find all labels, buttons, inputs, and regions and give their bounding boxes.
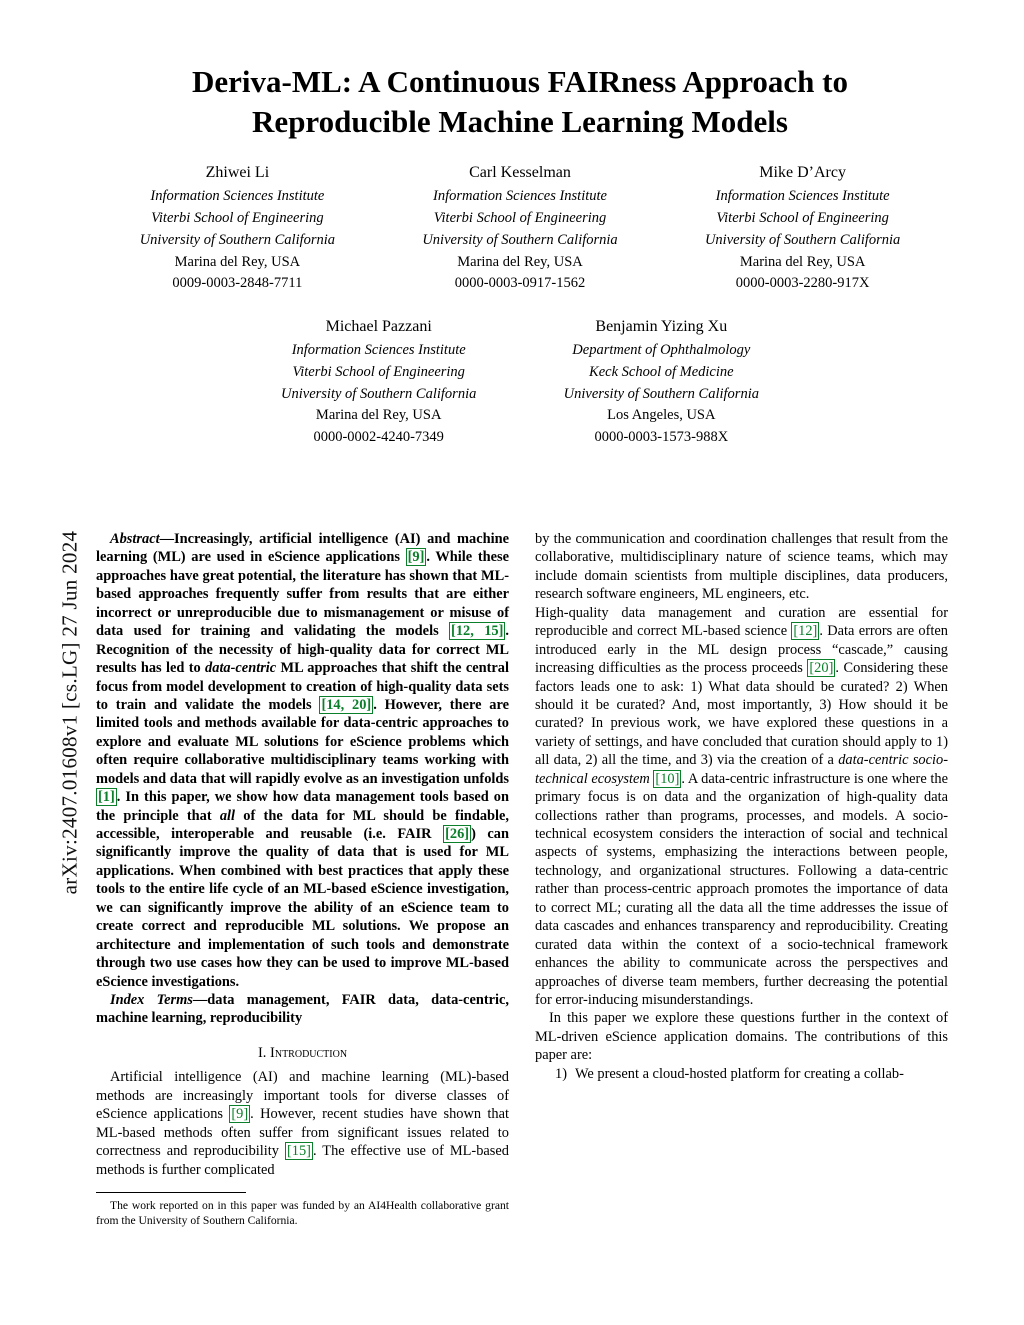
citation-ref[interactable]: [9] bbox=[407, 549, 425, 566]
author-affiliation: Keck School of Medicine bbox=[589, 363, 734, 380]
paper-header bbox=[96, 62, 944, 455]
abstract-text-4: ML approaches that shift the central focus from model development to creation of high-quality data sets to train and validate the models bbox=[96, 660, 510, 713]
author-affiliation: University of Southern California bbox=[563, 385, 759, 402]
author-affiliation: University of Southern California bbox=[281, 385, 477, 402]
citation-ref[interactable]: [15] bbox=[286, 1143, 311, 1160]
citation-ref[interactable]: [26] bbox=[445, 826, 470, 842]
author-name: Carl Kesselman bbox=[469, 164, 571, 182]
author-location: Marina del Rey, USA bbox=[457, 253, 583, 270]
citation-ref[interactable]: [20] bbox=[809, 660, 834, 677]
author-location: Marina del Rey, USA bbox=[739, 253, 866, 270]
intro-paragraph-1 bbox=[96, 1068, 509, 1179]
author-affiliation: University of Southern California bbox=[704, 231, 901, 248]
author-name: Benjamin Yizing Xu bbox=[595, 318, 728, 336]
left-column bbox=[96, 530, 509, 1179]
abstract-text-6: . In this paper, we show how data management tools based on the principle that bbox=[96, 789, 509, 824]
intro2-text-d: . A data-centric infrastructure is one where the primary focus is on data and the organization of high-quality data collections rather than programs, processes, and models. A socio-technical ecosystem considers the interaction of social and technical aspects of systems, emphasizing the interactions between people, technology, and organizational structures. Following a data-centric rather than process-centric approach promotes the importance of data to correct ML; curating all the data all the time addresses the issue of data cascades and enhances transparency and reproducibility. Creating curated data within the context of a socio-technical framework enhances the ability to communicate across the perspectives and approaches of diverse team members, further decreasing the potential for error-inducing misunderstandings. bbox=[535, 770, 948, 1008]
author-affiliation: Department of Ophthalmology bbox=[572, 342, 751, 359]
author-affiliation: University of Southern California bbox=[139, 231, 336, 248]
author-location: Marina del Rey, USA bbox=[174, 253, 301, 270]
abstract-text-3: . Recognition of the necessity of high-quality data for correct ML results has led to bbox=[96, 623, 510, 677]
intro-paragraph-3: In this paper we explore these questions further in the context of ML-driven eScience application domains. The contributions of this paper are: bbox=[535, 1010, 948, 1064]
author-block bbox=[237, 315, 520, 449]
author-block bbox=[661, 161, 944, 295]
intro2-text-a: High-quality data management and curation are essential for reproducible and correct ML-based science bbox=[535, 604, 948, 640]
abstract-text-7: of the data for ML should be findable, accessible, interoperable and reusable (i.e. FAIR bbox=[96, 807, 509, 842]
author-affiliation: Information Sciences Institute bbox=[433, 188, 607, 205]
author-block bbox=[520, 315, 803, 449]
citation-ref[interactable]: [12, 15] bbox=[451, 623, 504, 640]
authors-row-2 bbox=[96, 315, 944, 449]
author-affiliation: Viterbi School of Engineering bbox=[716, 210, 889, 227]
abstract-emphasis: all bbox=[219, 807, 236, 824]
authors-row-1 bbox=[96, 161, 944, 295]
author-block bbox=[96, 161, 379, 295]
intro2-text-b: . Data errors are often introduced early in the ML design process “cascade,” causing increasing difficulties as the process proceeds bbox=[535, 623, 948, 677]
intro-text-c: . The effective use of ML-based methods is further complicated bbox=[96, 1143, 509, 1178]
author-location: Los Angeles, USA bbox=[607, 407, 716, 424]
footnote bbox=[96, 1192, 509, 1228]
right-column bbox=[535, 530, 948, 1179]
citation-ref[interactable]: [14, 20] bbox=[321, 696, 372, 713]
intro-paragraph-1-continued: by the communication and coordination challenges that result from the collaborative, multidisciplinary nature of science teams, which may include domain scientists from multiple disciplines, data producers, research software engineers, ML engineers, etc. bbox=[535, 531, 948, 603]
author-name: Mike D’Arcy bbox=[759, 164, 846, 182]
abstract-emphasis: data-centric bbox=[205, 660, 277, 677]
citation-ref[interactable]: [9] bbox=[231, 1106, 249, 1123]
author-name: Michael Pazzani bbox=[325, 318, 432, 336]
author-affiliation: Information Sciences Institute bbox=[150, 188, 325, 205]
intro-paragraph-2 bbox=[535, 604, 948, 1010]
author-location: Marina del Rey, USA bbox=[315, 407, 442, 424]
index-terms bbox=[96, 991, 509, 1028]
author-name: Zhiwei Li bbox=[205, 164, 270, 182]
intro2-text-c: . Considering these factors leads one to ask: 1) What data should be curated? 2) When should it be curated? And, most importantly, 3) How should it be curated? In previous work, we have explored these questions in a variety of settings, and have concluded that curation should apply to 1) all data, 2) all the time, and 3) via the creation of a bbox=[535, 660, 948, 769]
index-terms-label: Index Terms bbox=[110, 991, 193, 1008]
intro2-emphasis: data-centric socio-technical ecosystem bbox=[535, 752, 948, 787]
index-terms-text: —data management, FAIR data, data-centric, machine learning, reproducibility bbox=[96, 991, 509, 1027]
author-affiliation: University of Southern California bbox=[422, 231, 618, 248]
section-heading-introduction: I. Introduction bbox=[257, 1044, 348, 1061]
abstract-text-1: —Increasingly, artificial intelligence (AI) and machine learning (ML) are used in eScience applications bbox=[96, 531, 509, 566]
author-affiliation: Viterbi School of Engineering bbox=[433, 210, 607, 227]
author-affiliation: Viterbi School of Engineering bbox=[151, 210, 324, 227]
author-affiliation: Viterbi School of Engineering bbox=[292, 363, 465, 380]
author-orcid: 0000-0002-4240-7349 bbox=[313, 429, 444, 446]
abstract bbox=[96, 530, 509, 991]
intro-text-b: . However, recent studies have shown that ML-based methods often suffer from significant issues related to correctness and reproducibility bbox=[96, 1106, 509, 1160]
author-affiliation: Information Sciences Institute bbox=[715, 188, 890, 205]
intro-text-a: Artificial intelligence (AI) and machine learning (ML)-based methods are increasingly important tools for diverse classes of eScience applications bbox=[96, 1069, 509, 1123]
body-columns bbox=[96, 530, 948, 1179]
author-orcid: 0000-0003-2280-917X bbox=[735, 275, 870, 292]
abstract-text-8: ) can significantly improve the quality of data that is used for ML applications. When combined with best practices that apply these tools to the entire life cycle of an ML-based eScience investigation, we can significantly improve the ability of an eScience team to create correct and reproducible ML solutions. We propose an architecture and implementation of such tools and demonstrate through two use cases how they can be used to improve ML-based eScience investigations. bbox=[96, 826, 509, 990]
author-orcid: 0000-0003-0917-1562 bbox=[454, 275, 586, 292]
author-block bbox=[379, 161, 662, 295]
author-affiliation: Information Sciences Institute bbox=[291, 342, 466, 359]
list-item bbox=[535, 1065, 948, 1083]
citation-ref[interactable]: [12] bbox=[793, 623, 818, 640]
abstract-text-5: . However, there are limited tools and methods available for data-centric approaches to explore and evaluate ML solutions for eScience problems which often require collaborative multidisciplinary teams working with models and data that will rapidly evolve as an investigation unfolds bbox=[96, 696, 509, 787]
footnote-rule bbox=[96, 1192, 246, 1193]
author-orcid: 0009-0003-2848-7711 bbox=[172, 275, 303, 292]
list-item-text: We present a cloud-hosted platform for creating a collab- bbox=[575, 1065, 904, 1082]
citation-ref[interactable]: [1] bbox=[98, 789, 115, 806]
footnote-text: The work reported on in this paper was funded by an AI4Health collaborative grant from the University of Southern California. bbox=[96, 1199, 509, 1228]
author-orcid: 0000-0003-1573-988X bbox=[594, 429, 729, 446]
arxiv-stamp: arXiv:2407.01608v1 [cs.LG] 27 Jun 2024 bbox=[57, 530, 82, 895]
citation-ref[interactable]: [10] bbox=[655, 770, 680, 787]
page-title: Deriva-ML: A Continuous FAIRness Approach to Reproducible Machine Learning Models bbox=[192, 64, 848, 139]
abstract-label: Abstract bbox=[110, 531, 160, 547]
list-item-number: 1) bbox=[555, 1065, 567, 1082]
abstract-text-2: . While these approaches have great potential, the literature has shown that ML-based approaches frequently suffer from results that are either incorrect or unreproducible due to mismanagement or misuse of data used for training and validating the models bbox=[96, 549, 510, 640]
